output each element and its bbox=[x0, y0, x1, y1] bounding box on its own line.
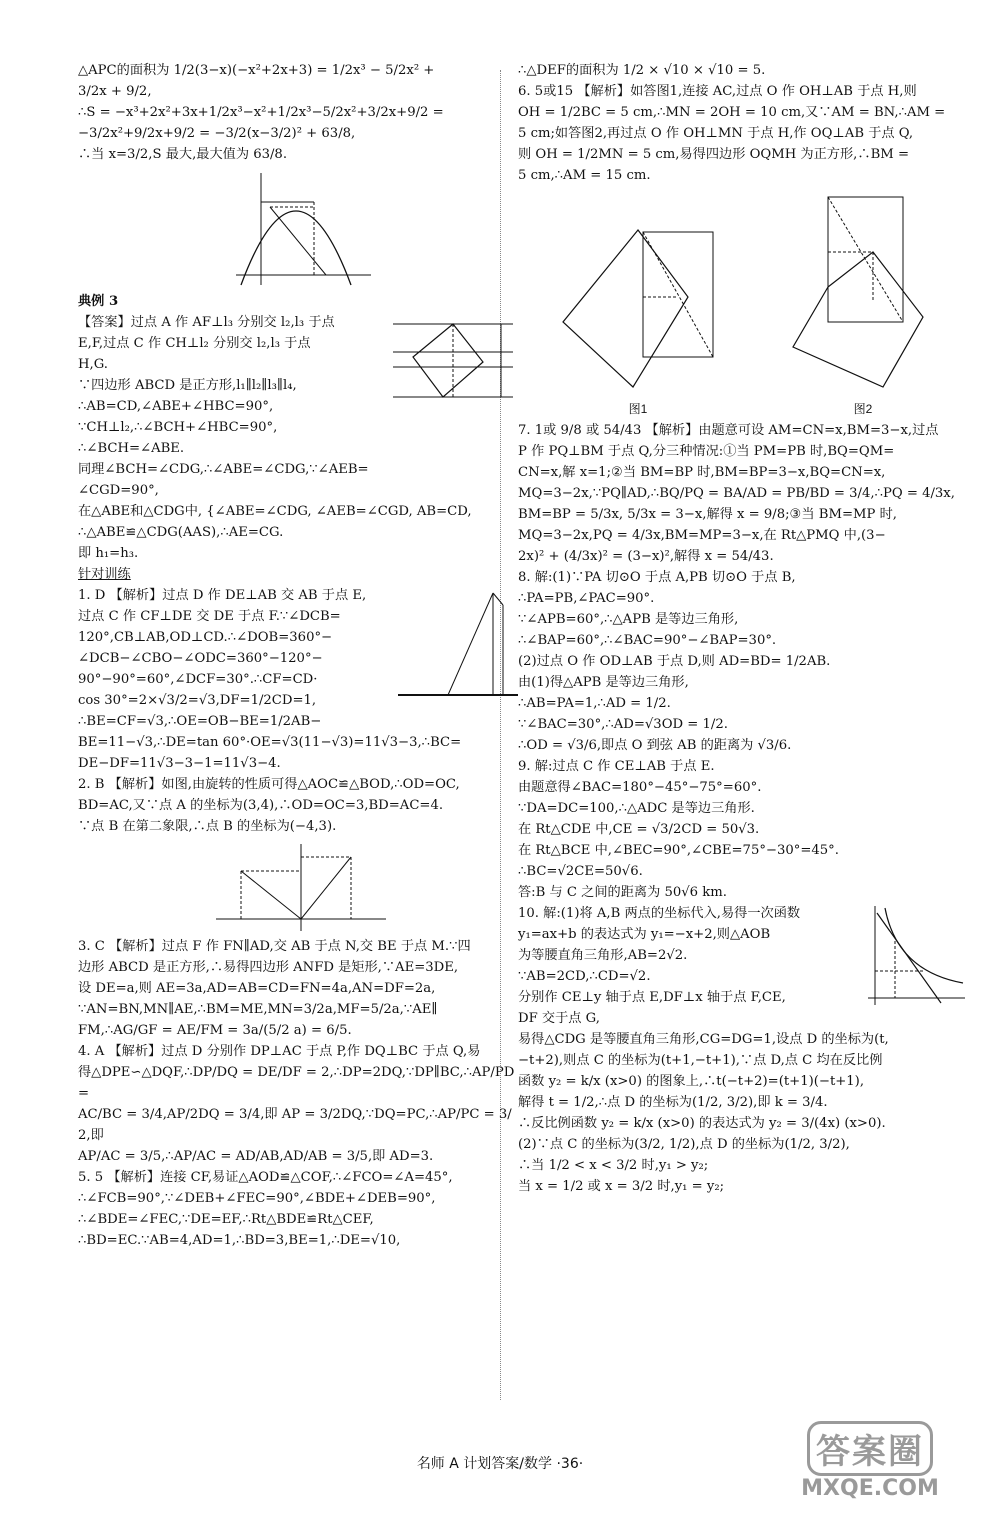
text-line: y₁=ax+b 的表达式为 y₁=−x+2,则△AOB bbox=[518, 927, 771, 942]
text-line: 设 DE=a,则 AE=3a,AD=AB=CD=FN=4a,AN=DF=2a, bbox=[78, 981, 436, 996]
text-line: 4. A 【解析】过点 D 分别作 DP⊥AC 于点 P,作 DQ⊥BC 于点 Q,易 bbox=[78, 1044, 481, 1059]
text-line: △APC的面积为 1/2(3−x)(−x²+2x+3) = 1/2x³ − 5/2x² + bbox=[78, 63, 435, 78]
text-line: ∵DA=DC=100,∴△ADC 是等边三角形. bbox=[518, 801, 755, 816]
text-line: ∴当 1/2 < x < 3/2 时,y₁ > y₂; bbox=[518, 1158, 709, 1173]
text-line: ∴∠BAP=60°,∴∠BAC=90°−∠BAP=30°. bbox=[518, 633, 777, 648]
square-rectangle-figure-1 bbox=[538, 222, 738, 392]
text-line: 由题意得∠BAC=180°−45°−75°=60°. bbox=[518, 780, 762, 795]
watermark-logo bbox=[770, 1421, 970, 1501]
text-line: ∴∠FCB=90°,∵∠DEB+∠FEC=90°,∠BDE+∠DEB=90°, bbox=[78, 1191, 436, 1206]
text-line: BD=AC,又∵点 A 的坐标为(3,4),∴OD=OC=3,BD=AC=4. bbox=[78, 798, 444, 813]
example3-title: 典例 3 bbox=[78, 294, 119, 309]
practice-title: 针对训练 bbox=[78, 567, 131, 582]
text-line: cos 30°=2×√3/2=√3,DF=1/2CD=1, bbox=[78, 693, 317, 708]
text-line: 2x)² + (4/3x)² = (3−x)²,解得 x = 54/43. bbox=[518, 549, 774, 564]
square-rectangle-figure-2 bbox=[778, 192, 948, 392]
text-line: 在△ABE和△CDG中, {∠ABE=∠CDG, ∠AEB=∠CGD, AB=CD, bbox=[78, 504, 472, 519]
text-line: H,G. bbox=[78, 357, 108, 372]
text-line: 5 cm;如答图2,再过点 O 作 OH⊥MN 于点 H,作 OQ⊥AB 于点 Q, bbox=[518, 126, 914, 141]
text-line: 9. 解:过点 C 作 CE⊥AB 于点 E. bbox=[518, 759, 715, 774]
text-line: 易得△CDG 是等腰直角三角形,CG=DG=1,设点 D 的坐标为(t, bbox=[518, 1032, 889, 1047]
text-line: 1. D 【解析】过点 D 作 DE⊥AB 交 AB 于点 E, bbox=[78, 588, 367, 603]
text-line: ∴当 x=3/2,S 最大,最大值为 63/8. bbox=[78, 147, 288, 162]
text-line: 分别作 CE⊥y 轴于点 E,DF⊥x 轴于点 F,CE, bbox=[518, 990, 786, 1005]
geometry-figure-q1 bbox=[393, 585, 523, 705]
text-line: 8. 解:(1)∵PA 切⊙O 于点 A,PB 切⊙O 于点 B, bbox=[518, 570, 796, 585]
text-line: BM=BP = 5/3x, 5/3x = 3−x,解得 x = 9/8;③当 BM=MP 时, bbox=[518, 507, 897, 522]
text-line: ∴△ABE≌△CDG(AAS),∴AE=CG. bbox=[78, 525, 284, 540]
text-line: 90°−90°=60°,∠DCF=30°.∴CF=CD· bbox=[78, 672, 318, 687]
text-line: −t+2),则点 C 的坐标为(t+1,−t+1),∵点 D,点 C 均在反比例 bbox=[518, 1053, 883, 1068]
text-line: 函数 y₂ = k/x (x>0) 的图象上,∴t(−t+2)=(t+1)(−t+1), bbox=[518, 1074, 865, 1089]
text-line: ∵∠BAC=30°,∴AD=√3OD = 1/2. bbox=[518, 717, 728, 732]
text-line: ∠CGD=90°, bbox=[78, 483, 159, 498]
text-line: FM,∴AG/GF = AE/FM = 3a/(5/2 a) = 6/5. bbox=[78, 1023, 352, 1038]
text-line: 3. C 【解析】过点 F 作 FN∥AD,交 AB 于点 N,交 BE 于点 M.∵四 bbox=[78, 939, 471, 954]
text-line: OH = 1/2BC = 5 cm,∴MN = 2OH = 10 cm,又∵AM = BN,∴AM = bbox=[518, 105, 946, 120]
text-line: P 作 PQ⊥BM 于点 Q,分三种情况:①当 PM=PB 时,BQ=QM= bbox=[518, 444, 895, 459]
text-line: AC/BC = 3/4,AP/2DQ = 3/4,即 AP = 3/2DQ,∵DQ=PC,∴AP/PC = 3/2,即 bbox=[78, 1107, 512, 1143]
text-line: ∴AB=PA=1,∴AD = 1/2. bbox=[518, 696, 671, 711]
text-line: 过点 C 作 CF⊥DE 交 DE 于点 F.∵∠DCB= bbox=[78, 609, 341, 624]
text-line: ∵∠APB=60°,∴△APB 是等边三角形, bbox=[518, 612, 739, 627]
text-line: ∵AN=BN,MN∥AE,∴BM=ME,MN=3/2a,MF=5/2a,∵AE∥ bbox=[78, 1002, 438, 1017]
text-line: (2)∵点 C 的坐标为(3/2, 1/2),点 D 的坐标为(1/2, 3/2), bbox=[518, 1137, 850, 1152]
text-line: DF 交于点 G, bbox=[518, 1011, 600, 1026]
text-line: 得△DPE∽△DQF,∴DP/DQ = DE/DF = 2,∴DP=2DQ,∵DP∥BC,∴AP/PD = bbox=[78, 1065, 515, 1101]
text-line: DE−DF=11√3−3−1=11√3−4. bbox=[78, 756, 281, 771]
text-line: 解得 t = 1/2,∴点 D 的坐标为(1/2, 3/2),即 k = 3/4. bbox=[518, 1095, 828, 1110]
text-line: 2. B 【解析】如图,由旋转的性质可得△AOC≌△BOD,∴OD=OC, bbox=[78, 777, 460, 792]
text-line: 6. 5或15 【解析】如答图1,连接 AC,过点 O 作 OH⊥AB 于点 H,则 bbox=[518, 84, 917, 99]
watermark-url: MXQE.COM bbox=[801, 1476, 939, 1501]
text-line: 【答案】过点 A 作 AF⊥l₃ 分别交 l₂,l₃ 于点 bbox=[78, 315, 335, 330]
text-line: ∵CH⊥l₂,∴∠BCH+∠HBC=90°, bbox=[78, 420, 278, 435]
text-line: ∵四边形 ABCD 是正方形,l₁∥l₂∥l₃∥l₄, bbox=[78, 378, 297, 393]
text-line: ∴∠BDE=∠FEC,∵DE=EF,∴Rt△BDE≌Rt△CEF, bbox=[78, 1212, 374, 1227]
text-line: 当 x = 1/2 或 x = 3/2 时,y₁ = y₂; bbox=[518, 1179, 725, 1194]
text-line: 由(1)得△APB 是等边三角形, bbox=[518, 675, 689, 690]
parallel-lines-square-figure bbox=[383, 312, 523, 422]
text-line: ∴PA=PB,∠PAC=90°. bbox=[518, 591, 655, 606]
text-line: ∵AB=2CD,∴CD=√2. bbox=[518, 969, 651, 984]
text-line: ∴∠BCH=∠ABE. bbox=[78, 441, 185, 456]
text-line: MQ=3−2x,∵PQ∥AD,∴BQ/PQ = BA/AD = PB/BD = 3/4,∴PQ = 4/3x, bbox=[518, 486, 955, 501]
page-footer: 名师 A 计划答案/数学 ·36· bbox=[416, 1456, 584, 1472]
text-line: 为等腰直角三角形,AB=2√2. bbox=[518, 948, 688, 963]
q6-figures bbox=[518, 192, 968, 420]
text-line: ∴BC=√2CE=50√6. bbox=[518, 864, 643, 879]
figure-1-caption: 图1 bbox=[628, 402, 648, 416]
right-column bbox=[518, 60, 968, 1197]
text-line: ∴S = −x³+2x²+3x+1/2x³−x²+1/2x³−5/2x²+3/2x+9/2 = bbox=[78, 105, 444, 120]
text-line: ∴AB=CD,∠ABE+∠HBC=90°, bbox=[78, 399, 274, 414]
text-line: 7. 1或 9/8 或 54/43 【解析】由题意可设 AM=CN=x,BM=3−x,过点 bbox=[518, 423, 939, 438]
text-line: ∠DCB−∠CBO−∠ODC=360°−120°− bbox=[78, 651, 323, 666]
parabola-figure bbox=[226, 167, 376, 287]
text-line: ∵点 B 在第二象限,∴点 B 的坐标为(−4,3). bbox=[78, 819, 337, 834]
text-line: AP/AC = 3/5,∴AP/AC = AD/AB,AD/AB = 3/5,即 AD=3. bbox=[78, 1149, 434, 1164]
left-column bbox=[78, 60, 523, 1251]
text-line: E,F,过点 C 作 CH⊥l₂ 分别交 l₂,l₃ 于点 bbox=[78, 336, 311, 351]
text-line: 在 Rt△BCE 中,∠BEC=90°,∠CBE=75°−30°=45°. bbox=[518, 843, 839, 858]
text-line: 答:B 与 C 之间的距离为 50√6 km. bbox=[518, 885, 727, 900]
text-line: 即 h₁=h₃. bbox=[78, 546, 139, 561]
text-line: 120°,CB⊥AB,OD⊥CD.∴∠DOB=360°− bbox=[78, 630, 333, 645]
text-line: 同理∠BCH=∠CDG,∴∠ABE=∠CDG,∵∠AEB= bbox=[78, 462, 369, 477]
text-line: 边形 ABCD 是正方形,∴易得四边形 ANFD 是矩形,∵AE=3DE, bbox=[78, 960, 459, 975]
text-line: CN=x,解 x=1;②当 BM=BP 时,BM=BP=3−x,BQ=CN=x, bbox=[518, 465, 886, 480]
text-line: ∴△DEF的面积为 1/2 × √10 × √10 = 5. bbox=[518, 63, 766, 78]
text-line: 10. 解:(1)将 A,B 两点的坐标代入,易得一次函数 bbox=[518, 906, 801, 921]
text-line: ∴BE=CF=√3,∴OE=OB−BE=1/2AB− bbox=[78, 714, 322, 729]
text-line: 5. 5 【解析】连接 CF,易证△AOD≌△COF,∴∠FCO=∠A=45°, bbox=[78, 1170, 453, 1185]
text-line: 则 OH = 1/2MN = 5 cm,易得四边形 OQMH 为正方形,∴BM = bbox=[518, 147, 910, 162]
figure-2-caption: 图2 bbox=[853, 402, 873, 416]
text-line: ∴反比例函数 y₂ = k/x (x>0) 的表达式为 y₂ = 3/(4x) (x>0). bbox=[518, 1116, 886, 1131]
text-line: BE=11−√3,∴DE=tan 60°·OE=√3(11−√3)=11√3−3,∴BC= bbox=[78, 735, 462, 750]
text-line: 3/2x + 9/2, bbox=[78, 84, 152, 99]
watermark-title: 答案圈 bbox=[807, 1421, 933, 1476]
coordinate-figure-q2 bbox=[211, 839, 391, 934]
text-line: −3/2x²+9/2x+9/2 = −3/2(x−3/2)² + 63/8, bbox=[78, 126, 356, 141]
text-line: ∴OD = √3/6,即点 O 到弦 AB 的距离为 √3/6. bbox=[518, 738, 792, 753]
text-line: MQ=3−2x,PQ = 4/3x,BM=MP=3−x,在 Rt△PMQ 中,(3− bbox=[518, 528, 886, 543]
text-line: (2)过点 O 作 OD⊥AB 于点 D,则 AD=BD= 1/2AB. bbox=[518, 654, 831, 669]
text-line: 在 Rt△CDE 中,CE = √3/2CD = 50√3. bbox=[518, 822, 760, 837]
text-line: 5 cm,∴AM = 15 cm. bbox=[518, 168, 651, 183]
hyperbola-line-figure bbox=[863, 903, 968, 1008]
text-line: ∴BD=EC.∵AB=4,AD=1,∴BD=3,BE=1,∴DE=√10, bbox=[78, 1233, 401, 1248]
